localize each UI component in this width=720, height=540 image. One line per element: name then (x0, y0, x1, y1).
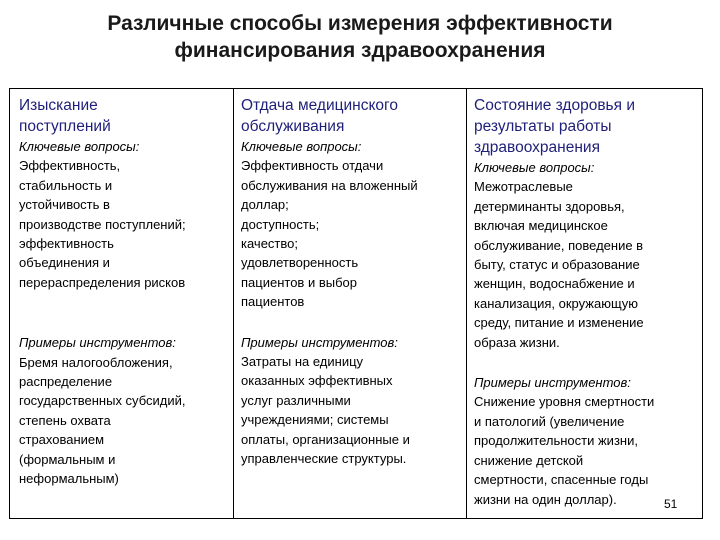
questions-label: Ключевые вопросы: (19, 139, 140, 154)
questions-text: Эффективность, стабильность и устойчивость в производстве поступлений; эффективность объединения и перераспределения рисков (19, 158, 186, 290)
examples-text: Бремя налогообложения, распределение государственных субсидий, степень охвата страхованием (формальным и неформальным) (19, 354, 186, 487)
examples-label: Примеры инструментов: (19, 335, 176, 351)
column-divider (233, 88, 234, 519)
column-heading: Изыскание поступлений (19, 97, 111, 135)
column-heading: Отдача медицинского обслуживания (241, 97, 398, 135)
examples-label: Примеры инструментов: (474, 375, 631, 391)
examples-label: Примеры инструментов: (241, 334, 398, 350)
column-divider (466, 88, 467, 519)
title-line: финансирования здравоохранения (174, 39, 546, 62)
examples-text: Затраты на единицу оказанных эффективных услуг различными учреждениями; системы оплаты, организационные и управленческие структуры. (241, 354, 410, 467)
questions-text: Межотраслевые детерминанты здоровья, включая медицинское обслуживание, поведение в быту, статус и образование женщин, водоснабжение и канализация, окружающую среду, питание и изменение образа жизни. (474, 179, 644, 350)
questions-label: Ключевые вопросы: (241, 139, 362, 154)
column-revenue-collection (19, 95, 186, 489)
title-line: Различные способы измерения эффективности (107, 12, 613, 35)
column-health-outcomes (474, 95, 654, 509)
column-heading: Состояние здоровья и результаты работы здравоохранения (474, 97, 635, 156)
slide-title (40, 10, 680, 64)
questions-text: Эффективность отдачи обслуживания на вложенный доллар; доступность; качество; удовлетворенность пациентов и выбор пациентов (241, 158, 418, 310)
examples-text: Снижение уровня смертности и патологий (увеличение продолжительности жизни, снижение детской смертности, спасенные годы жизни на один доллар). (474, 394, 655, 507)
page-number: 51 (664, 497, 678, 511)
column-service-delivery (241, 95, 418, 469)
questions-label: Ключевые вопросы: (474, 160, 595, 175)
